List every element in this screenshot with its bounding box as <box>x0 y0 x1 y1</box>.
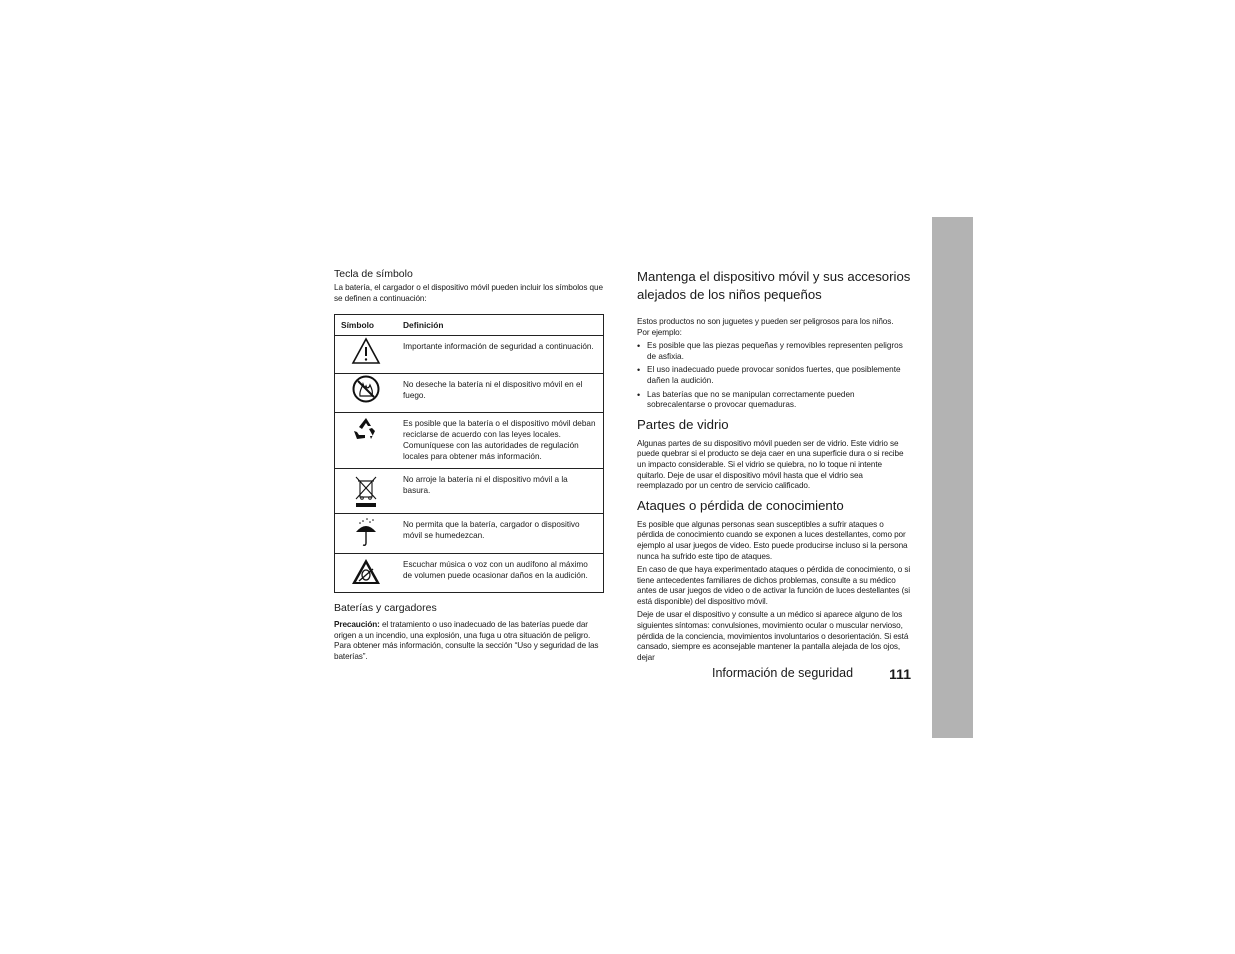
caution-label: Precaución: <box>334 620 380 629</box>
right-column <box>637 268 911 663</box>
children-intro-example: Por ejemplo: <box>637 327 682 337</box>
table-row <box>335 413 604 469</box>
hearing-warning-icon <box>335 554 398 593</box>
left-column <box>334 268 605 661</box>
table-row <box>335 336 604 374</box>
warning-icon <box>335 336 398 374</box>
table-row <box>335 514 604 554</box>
caution-paragraph <box>334 620 609 662</box>
symbol-table <box>334 314 604 593</box>
symbol-key-intro: La batería, el cargador o el dispositivo móvil pueden incluir los símbolos que se definen a continuación: <box>334 283 603 303</box>
page-number: 111 <box>889 666 911 682</box>
list-item: • Las baterías que no se manipulan correctamente pueden sobrecalentarse o provocar quemaduras. <box>637 390 911 411</box>
caution-text: el tratamiento o uso inadecuado de las baterías puede dar origen a un incendio, una explosión, una fuga u otra situación de peligro. Para obtener más información, consulte la sección “Uso y seguridad de las baterías”. <box>334 620 599 661</box>
symbol-key-heading: Tecla de símbolo <box>334 268 413 280</box>
children-intro: Estos productos no son juguetes y pueden ser peligrosos para los niños. <box>637 317 894 326</box>
side-tab <box>932 217 973 738</box>
table-cell-definition: Escuchar música o voz con un audífono al máximo de volumen puede ocasionar daños en la audición. <box>397 554 604 593</box>
seizure-paragraph-2: En caso de que haya experimentado ataques o pérdida de conocimiento, o si tiene antecedentes familiares de dichos problemas, consulte a su médico antes de usar juegos de video o de activar la función de luces destellantes (si está disponible) del dispositivo móvil. <box>637 565 911 606</box>
recycle-icon <box>335 413 398 469</box>
table-row <box>335 374 604 413</box>
table-row <box>335 469 604 514</box>
column-header-definition: Definición <box>397 315 604 336</box>
no-trash-bin-icon <box>335 469 398 514</box>
list-item: • El uso inadecuado puede provocar sonidos fuertes, que posiblemente dañen la audición. <box>637 365 911 386</box>
umbrella-rain-icon <box>335 514 398 554</box>
batteries-heading: Baterías y cargadores <box>334 602 437 614</box>
no-fire-icon <box>335 374 398 413</box>
table-cell-definition: No deseche la batería ni el dispositivo móvil en el fuego. <box>397 374 604 413</box>
table-cell-definition: No permita que la batería, cargador o dispositivo móvil se humedezcan. <box>397 514 604 554</box>
table-row <box>335 554 604 593</box>
children-bullet-list <box>637 341 911 411</box>
table-cell-definition: Importante información de seguridad a continuación. <box>397 336 604 374</box>
list-item: • Es posible que las piezas pequeñas y removibles representen peligros de asfixia. <box>637 341 911 362</box>
column-header-symbol: Símbolo <box>335 315 398 336</box>
seizure-heading: Ataques o pérdida de conocimiento <box>637 497 844 513</box>
seizure-paragraph-1: Es posible que algunas personas sean susceptibles a sufrir ataques o pérdida de conocimiento cuando se exponen a luces destellantes, como por ejemplo al usar juegos de video. Esto puede producirse incluso si la persona nunca ha sufrido este tipo de ataques. <box>637 519 908 561</box>
glass-paragraph: Algunas partes de su dispositivo móvil pueden ser de vidrio. Este vidrio se puede quebrar si el producto se deja caer en una superficie dura o si recibe un impacto considerable. Si el vidrio se quiebra, no lo toque ni intente quitarlo. Deje de usar el dispositivo móvil hasta que el vidrio sea reemplazado por un centro de servicio calificado. <box>637 438 904 491</box>
section-title: Información de seguridad <box>712 666 854 680</box>
page-footer <box>712 666 911 684</box>
children-heading: Mantenga el dispositivo móvil y sus accesorios alejados de los niños pequeños <box>637 269 911 302</box>
seizure-paragraph-3: Deje de usar el dispositivo y consulte a un médico si aparece alguno de los siguientes síntomas: convulsiones, movimiento ocular o muscular nervioso, pérdida de la conciencia, movimientos involuntarios o desorientación. Si está cansado, siempre es aconsejable mantener la pantalla alejada de los ojos, dejar <box>637 610 909 662</box>
table-cell-definition: No arroje la batería ni el dispositivo móvil a la basura. <box>397 469 604 514</box>
table-cell-definition: Es posible que la batería o el dispositivo móvil deban reciclarse de acuerdo con las leyes locales. Comuníquese con las autoridades de regulación locales para obtener más información. <box>397 413 604 469</box>
glass-heading: Partes de vidrio <box>637 416 729 432</box>
